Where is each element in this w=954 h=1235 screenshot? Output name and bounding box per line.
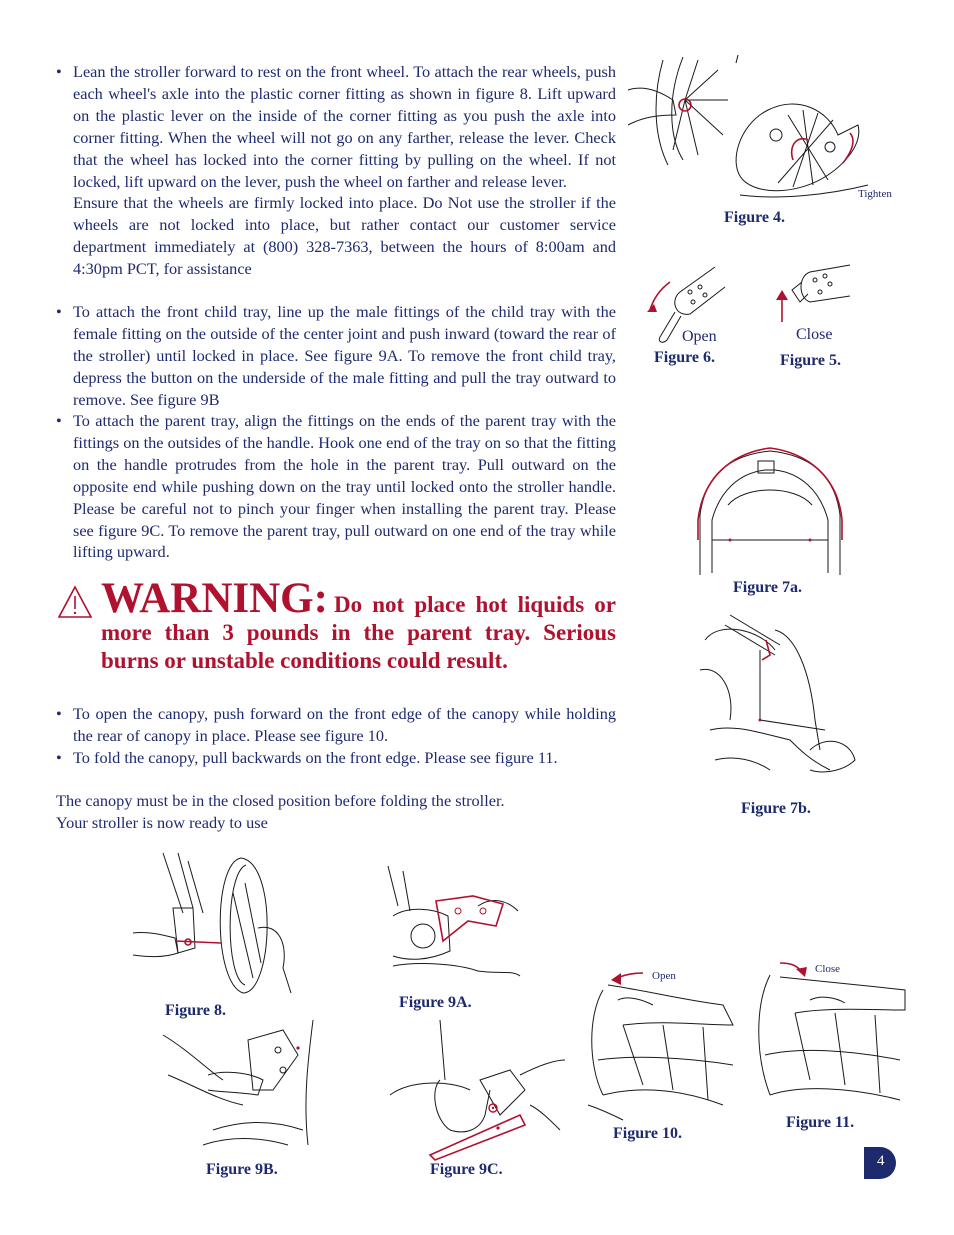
rear-wheels-safety-text: Ensure that the wheels are firmly locked into place. Do Not use the stroller if the wheels are not locked into place, but rather contact our customer service department immediately at (800) 328-7363, between the hours of 8:00am and 4:30pm PCT, for assistance bbox=[73, 193, 616, 279]
figure-11-illustration bbox=[750, 955, 910, 1115]
instruction-fold-canopy: • To fold the canopy, pull backwards on the front edge. Please see figure 11. bbox=[56, 747, 616, 769]
figure-9a-illustration bbox=[388, 866, 523, 981]
open-canopy-text: To open the canopy, push forward on the front edge of the canopy while holding the rear of canopy in place. Please see figure 10. bbox=[73, 704, 616, 745]
figure-8-illustration bbox=[133, 853, 298, 998]
figure-9c-illustration bbox=[390, 1020, 565, 1160]
figure-7b-illustration bbox=[700, 610, 860, 785]
instruction-child-tray: • To attach the front child tray, line up the male fittings of the child tray with the female fitting on the outside of the center joint and push inward (toward the rear of the stroller) until locked in place. See figure 9A. To remove the front child tray, depress the button on the underside of the male fitting and pull the tray outward to remove. See figure 9B bbox=[56, 302, 616, 409]
instruction-open-canopy: • To open the canopy, push forward on the front edge of the canopy while holding the rear of canopy in place. Please see figure 10. bbox=[56, 704, 616, 745]
closing-note: The canopy must be in the closed position before folding the stroller. bbox=[56, 791, 505, 810]
figure-10-caption: Figure 10. bbox=[613, 1125, 683, 1142]
figure-10-illustration bbox=[583, 965, 748, 1125]
figure-4-illustration bbox=[628, 55, 903, 205]
page-number: 4 bbox=[877, 1153, 885, 1169]
parent-tray-text: To attach the parent tray, align the fittings on the ends of the parent tray with the fittings on the outsides of the handle. Hook one end of the tray on so that the fitting on the handle protrudes from the hole in the parent tray. Pull outward on the opposite end while pushing down on the tray until locked onto the stroller handle. Please be careful not to pinch your finger when installing the parent tray. Please see figure 9C. To remove the parent tray, pull outward on one end of the tray while lifting upward. bbox=[73, 411, 616, 562]
figure-9b-illustration bbox=[163, 1020, 318, 1150]
fold-canopy-text: To fold the canopy, pull backwards on the front edge. Please see figure 11. bbox=[73, 748, 558, 767]
figure-5-caption: Figure 5. bbox=[780, 352, 842, 369]
figure-4-label: Tighten bbox=[858, 188, 892, 200]
page-number-badge bbox=[864, 1147, 896, 1179]
warning-message: Do not place hot liquids or more than 3 pounds in the parent tray. Serious burns or unstable conditions could result. bbox=[101, 592, 616, 673]
figure-10-label: Open bbox=[652, 970, 676, 982]
figure-5-label: Close bbox=[796, 326, 833, 343]
figure-4-caption: Figure 4. bbox=[724, 209, 786, 226]
figure-7a-illustration bbox=[690, 445, 850, 580]
figure-7a-caption: Figure 7a. bbox=[733, 579, 803, 596]
figure-5-illustration bbox=[770, 262, 860, 324]
instruction-rear-wheels: • Lean the stroller forward to rest on the front wheel. To attach the rear wheels, push each wheel's axle into the plastic corner fitting as shown in figure 8. Lift upward on the plastic lever on the inside of the corner fitting as you push the axle into corner fitting. When the wheel will not go on any farther, release the lever. Check that the wheel has locked into the corner fitting by pulling on the wheel. If not locked, lift upward on the lever, push the wheel on farther and release lever. Ensure that the wheels are firmly locked into place. Do Not use the stroller if the wheels are not locked into place, but rather contact our customer service department immediately at (800) 328-7363, between the hours of 8:00am and 4:30pm PCT, for assistance bbox=[56, 62, 616, 279]
figure-7b-caption: Figure 7b. bbox=[741, 800, 811, 817]
figure-8-caption: Figure 8. bbox=[165, 1002, 227, 1019]
figure-11-caption: Figure 11. bbox=[786, 1114, 855, 1131]
ready-note: Your stroller is now ready to use bbox=[56, 813, 268, 832]
figure-6-label: Open bbox=[682, 328, 717, 345]
child-tray-text: To attach the front child tray, line up the male fittings of the child tray with the female fitting on the outside of the center joint and push inward (toward the rear of the stroller) until locked in place. See figure 9A. To remove the front child tray, depress the button on the underside of the male fitting and pull the tray outward to remove. See figure 9B bbox=[73, 302, 616, 409]
figure-9b-caption: Figure 9B. bbox=[206, 1161, 278, 1178]
warning-triangle-icon bbox=[57, 585, 93, 619]
rear-wheels-text: Lean the stroller forward to rest on the front wheel. To attach the rear wheels, push each wheel's axle into the plastic corner fitting as shown in figure 8. Lift upward on the plastic lever on the inside of the corner fitting as you push the axle into corner fitting. When the wheel will not go on any farther, release the lever. Check that the wheel has locked into the corner fitting by pulling on the wheel. If not locked, lift upward on the lever, push the wheel on farther and release lever. bbox=[73, 62, 616, 191]
warning-heading: WARNING: bbox=[101, 575, 328, 622]
figure-6-caption: Figure 6. bbox=[654, 349, 716, 366]
figure-9c-caption: Figure 9C. bbox=[430, 1161, 503, 1178]
instruction-parent-tray: • To attach the parent tray, align the fittings on the ends of the parent tray with the fittings on the outsides of the handle. Hook one end of the tray on so that the fitting on the handle protrudes from the hole in the parent tray. Pull outward on the opposite end while pushing down on the tray until locked onto the stroller handle. Please be careful not to pinch your finger when installing the parent tray. Please see figure 9C. To remove the parent tray, pull outward on one end of the tray while lifting upward. bbox=[56, 411, 616, 562]
figure-11-label: Close bbox=[815, 963, 841, 975]
figure-9a-caption: Figure 9A. bbox=[399, 994, 472, 1011]
